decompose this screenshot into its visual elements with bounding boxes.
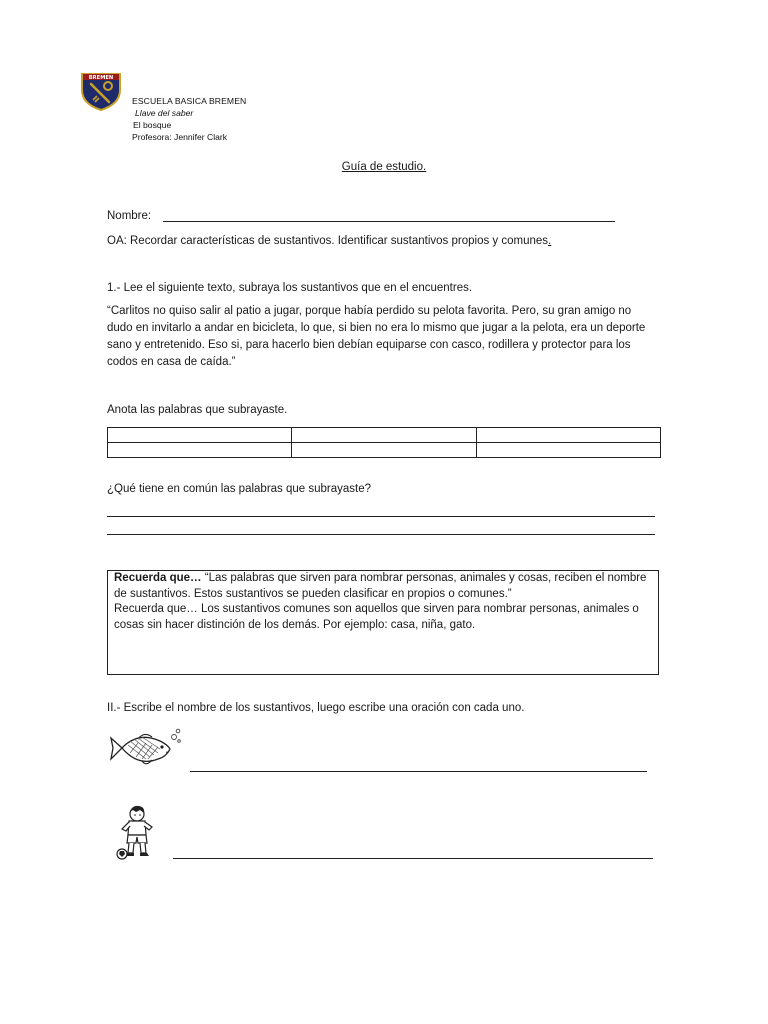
reminder-text xyxy=(114,571,652,633)
section2-instruction: II.- Escribe el nombre de los sustantivos, luego escribe una oración con cada uno. xyxy=(107,702,525,714)
reminder-2 xyxy=(114,602,652,633)
table-cell[interactable] xyxy=(292,428,476,443)
table-cell[interactable] xyxy=(476,428,660,443)
reminder-1 xyxy=(114,571,652,602)
learning-objective-text: OA: Recordar características de sustantivos. Identificar sustantivos propios y comunes xyxy=(107,235,549,247)
underlined-words-table xyxy=(107,427,661,458)
common-question: ¿Qué tiene en común las palabras que subrayaste? xyxy=(107,483,372,495)
learning-objective xyxy=(107,233,667,250)
school-info xyxy=(132,95,246,143)
section1-instruction: 1.- Lee el siguiente texto, subraya los sustantivos que en el encuentres. xyxy=(107,282,473,294)
answer-line-1[interactable] xyxy=(107,516,655,517)
table-cell[interactable] xyxy=(292,443,476,458)
answer-line-2[interactable] xyxy=(107,534,655,535)
page-title: Guía de estudio. xyxy=(341,161,427,173)
reminder-1-body: “Las palabras que sirven para nombrar personas, animales y cosas, reciben el nombre de sustantivos. Estos sustantivos se pueden clasificar en propios o comunes.” xyxy=(114,572,647,600)
learning-objective-period: . xyxy=(548,235,552,247)
table-cell[interactable] xyxy=(476,443,660,458)
school-name: ESCUELA BASICA BREMEN xyxy=(132,96,247,106)
underlined-words-prompt: Anota las palabras que subrayaste. xyxy=(107,404,288,416)
teacher-name: Profesora: Jennifer Clark xyxy=(132,132,228,142)
name-answer-line[interactable] xyxy=(163,221,615,222)
reading-paragraph: “Carlitos no quiso salir al patio a jugar, porque había perdido su pelota favorita. Pero, su gran amigo no dudo en invitarlo a andar en bicicleta, lo que, si bien no era lo mismo que jugar a la pelota, era un deporte sano y entretenido. Eso si, para hacerlo bien debían equiparse con casco, rodillera y protector para los codos en casa de caída.” xyxy=(107,305,646,368)
table-row xyxy=(108,443,661,458)
table-cell[interactable] xyxy=(108,443,292,458)
fish-answer-line[interactable] xyxy=(190,771,647,772)
reminder-2-label: Recuerda que… xyxy=(114,603,198,615)
boy-answer-line[interactable] xyxy=(173,858,653,859)
school-motto: Llave del saber xyxy=(135,108,194,118)
fish-icon xyxy=(108,727,184,769)
table-row xyxy=(108,428,661,443)
name-label: Nombre: xyxy=(107,210,152,222)
crest-text: BREMEN xyxy=(88,75,114,82)
reminder-2-body: Los sustantivos comunes son aquellos que sirven para nombrar personas, animales o cosas sin hacer distinción de los demás. Por ejemplo: casa, niña, gato. xyxy=(114,603,639,631)
school-location: El bosque xyxy=(133,120,172,130)
school-crest-icon xyxy=(79,70,123,112)
table-cell[interactable] xyxy=(108,428,292,443)
reminder-1-label: Recuerda que… xyxy=(114,572,202,584)
boy-with-ball-icon xyxy=(112,803,162,861)
